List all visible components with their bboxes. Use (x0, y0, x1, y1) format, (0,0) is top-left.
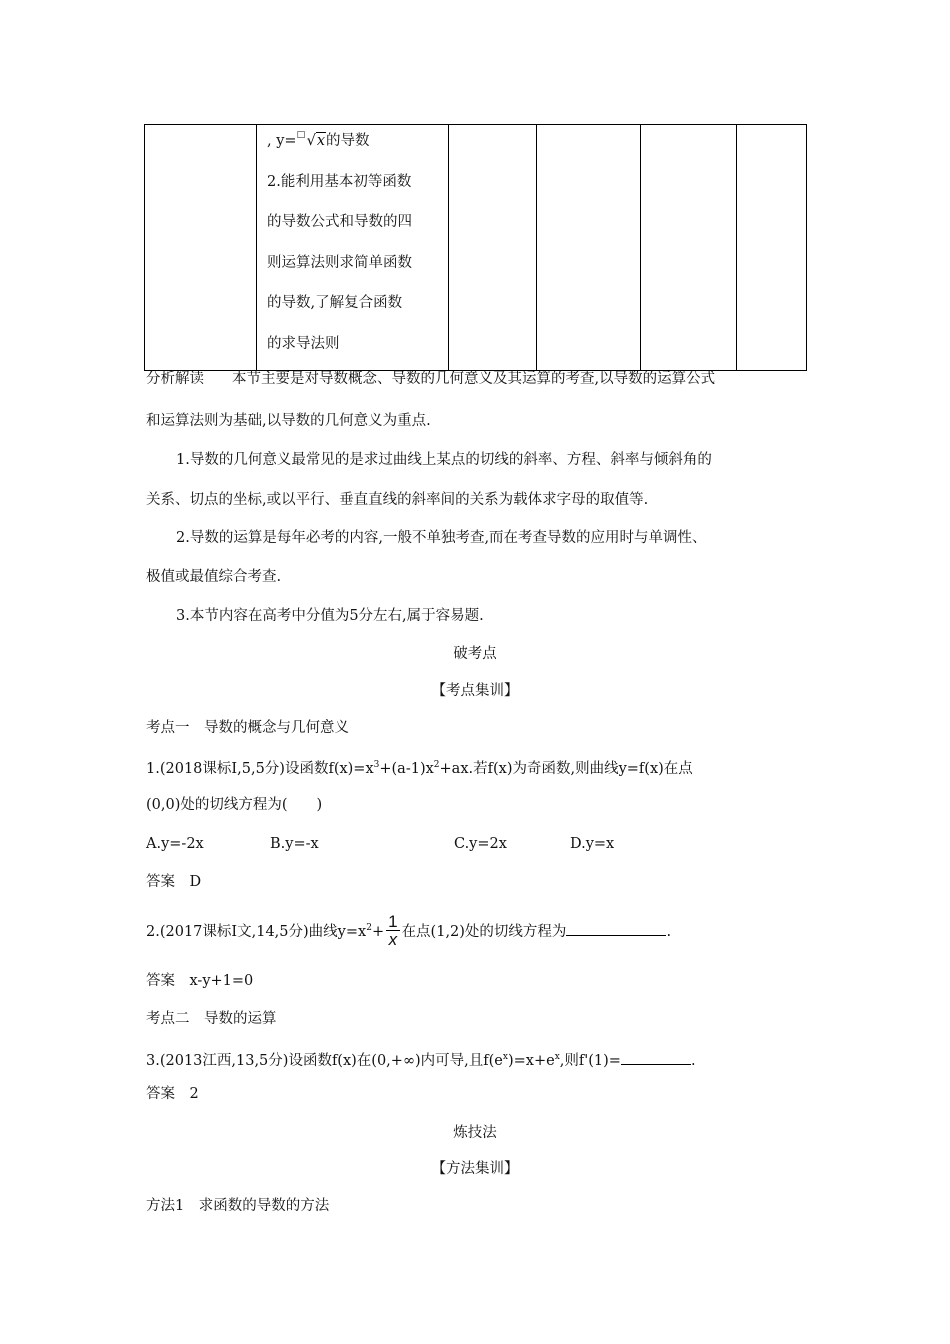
answer-blank (621, 1050, 691, 1065)
analysis-point-1: 1.导数的几何意义最常见的是求过曲线上某点的切线的斜率、方程、斜率与倾斜角的 (176, 452, 712, 468)
section-title-kaodian: 破考点 (453, 646, 497, 662)
table-line: 2.能利用基本初等函数 (267, 173, 412, 190)
question-1: 1.(2018课标Ⅰ,5,5分)设函数$f(x)=x^3+(a-1)x^2+ax$.若f(x)为奇函数,则曲线y=f(x)在点 (146, 760, 693, 777)
option-b: B.y=-x (270, 836, 319, 852)
radical-expression: □ √x (296, 130, 325, 149)
table-line: 则运算法则求简单函数 (267, 254, 412, 271)
topic-heading-2: 考点二 导数的运算 (146, 1011, 277, 1027)
section-subtitle-jixun: 【考点集训】 (431, 683, 519, 699)
table-line: 的求导法则 (267, 335, 340, 352)
answer-2: 答案 x-y+1=0 (146, 973, 254, 989)
option-c: C.y=2x (454, 836, 507, 852)
question-1-cont: (0,0)处的切线方程为( ) (146, 797, 323, 813)
analysis-paragraph-1-cont: 和运算法则为基础,以导数的几何意义为重点. (146, 413, 431, 429)
table-cell-empty (449, 125, 537, 371)
table-cell-empty (641, 125, 737, 371)
question-3: 3.(2013江西,13,5分)设函数f(x)在(0,+∞)内可导,且$f(e^x)=x+e^x$,则f'(1)= . (146, 1047, 696, 1071)
table-line: 的导数,了解复合函数 (267, 295, 403, 311)
answer-blank (566, 921, 666, 936)
option-a: A.y=-2x (146, 836, 204, 852)
method-heading-1: 方法1 求函数的导数的方法 (146, 1198, 330, 1214)
table-line-root: , y= □ √x的导数 (267, 127, 442, 168)
analysis-paragraph-1: 分析解读 本节主要是对导数概念、导数的几何意义及其运算的考查,以导数的运算公式 (146, 371, 716, 387)
requirements-table (144, 124, 807, 371)
option-d: D.y=x (570, 836, 615, 852)
section-subtitle-fangfa: 【方法集训】 (431, 1161, 519, 1177)
question-2: 2.(2017课标Ⅰ文,14,5分)曲线$y=x^2+$ $\frac{1}{x}$ 在点(1,2)处的切线方程为 . (146, 912, 672, 950)
section-title-jifa: 炼技法 (453, 1125, 497, 1141)
analysis-point-1-cont: 关系、切点的坐标,或以平行、垂直直线的斜率间的关系为载体求字母的取值等. (146, 492, 649, 508)
table-cell-empty (737, 125, 807, 371)
fraction-one-over-x: $\frac{1}{x}$ (388, 912, 398, 950)
table-cell-requirements (257, 125, 449, 371)
table-cell-empty (145, 125, 257, 371)
answer-1: 答案 D (146, 874, 202, 890)
table-cell-empty (537, 125, 641, 371)
analysis-point-2: 2.导数的运算是每年必考的内容,一般不单独考查,而在考查导数的应用时与单调性、 (176, 530, 707, 546)
topic-heading-1: 考点一 导数的概念与几何意义 (146, 720, 349, 736)
analysis-point-3: 3.本节内容在高考中分值为5分左右,属于容易题. (176, 608, 484, 624)
answer-3: 答案 2 (146, 1086, 199, 1102)
table-line: 的导数公式和导数的四 (267, 214, 412, 230)
analysis-label: 分析解读 (146, 371, 204, 387)
analysis-point-2-cont: 极值或最值综合考查. (146, 569, 282, 585)
